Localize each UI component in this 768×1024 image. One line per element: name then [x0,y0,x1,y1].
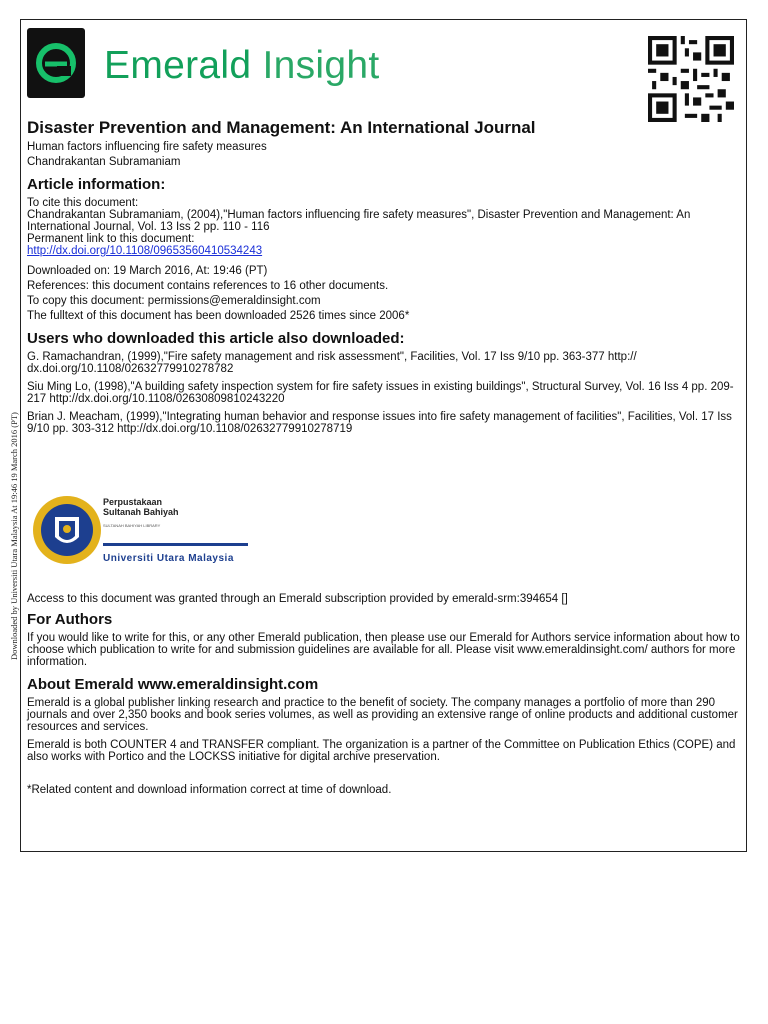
fulltext-downloads: The fulltext of this document has been downloaded 2526 times since 2006* [27,310,410,322]
downloaded-date: Downloaded on: 19 March 2016, At: 19:46 (PT) [27,265,268,277]
logo-divider [103,543,248,546]
about-heading: About Emerald www.emeraldinsight.com [27,676,319,693]
library-name-1: Perpustakaan [103,497,163,507]
also-downloaded-heading: Users who downloaded this article also downloaded: [27,330,405,347]
permalink-label: Permanent link to this document: [27,233,195,245]
library-name-2: Sultanah Bahiyah [103,507,179,517]
list-item: Siu Ming Lo, (1998),"A building safety inspection system for fire safety issues in existing buildings", Structural Survey, Vol. 16 Iss 4 pp. 209-217 http://dx.doi.org/10.1108/02630809810243220 [27,381,734,405]
library-name-3: SULTANAH BAHIYAH LIBRARY [103,523,161,528]
qr-code-icon [648,36,734,122]
article-title: Human factors influencing fire safety measures [27,141,267,153]
brand-name-a: Emerald [104,44,252,87]
emerald-logo-icon [27,28,85,98]
article-info-heading: Article information: [27,176,166,193]
permalink-link[interactable]: http://dx.doi.org/10.1108/09653560410534243 [27,245,263,257]
list-item: G. Ramachandran, (1999),"Fire safety management and risk assessment", Facilities, Vol. 17 Iss 9/10 pp. 363-377 http:// dx.doi.org/10.1108/02632779910278782 [27,351,637,375]
library-logo [33,487,253,573]
citation: Chandrakantan Subramaniam, (2004),"Human factors influencing fire safety measures", Disaster Prevention and Management: An International Journal, Vol. 13 Iss 2 pp. 110 - 116 [27,209,691,233]
brand-name [104,44,379,88]
footnote: *Related content and download information correct at time of download. [27,784,392,796]
for-authors-text: If you would like to write for this, or any other Emerald publication, then please use our Emerald for Authors service information about how to choose which publication to write for and submission guidelines are available for all. Please visit www.emeraldinsight.com/ authors for more information. [27,632,740,668]
cite-label: To cite this document: [27,197,139,209]
document-body [27,118,742,438]
document-body-lower [27,593,742,799]
copy-permissions: To copy this document: permissions@emeraldinsight.com [27,295,321,307]
author-name: Chandrakantan Subramaniam [27,156,181,168]
access-note: Access to this document was granted through an Emerald subscription provided by emerald-srm:394654 [] [27,593,568,605]
for-authors-heading: For Authors [27,611,113,628]
references-count: References: this document contains references to 16 other documents. [27,280,389,292]
download-watermark: Downloaded by Universiti Utara Malaysia At 19:46 19 March 2016 (PT) [9,412,19,660]
brand-name-b: Insight [251,44,380,87]
journal-title: Disaster Prevention and Management: An International Journal [27,118,536,137]
about-paragraph-2: Emerald is both COUNTER 4 and TRANSFER compliant. The organization is a partner of the Committee on Publication Ethics (COPE) and also works with Portico and the LOCKSS initiative for digital archive preservation. [27,739,736,763]
university-name: Universiti Utara Malaysia [103,553,234,564]
about-paragraph-1: Emerald is a global publisher linking research and practice to the benefit of society. The company manages a portfolio of more than 290 journals and over 2,350 books and book series volumes, as well as providing an extensive range of online products and additional customer resources and services. [27,697,738,733]
list-item: Brian J. Meacham, (1999),"Integrating human behavior and response issues into fire safety management of facilities", Facilities, Vol. 17 Iss 9/10 pp. 303-312 http://dx.doi.org/10.1108/02632779910278719 [27,411,732,435]
